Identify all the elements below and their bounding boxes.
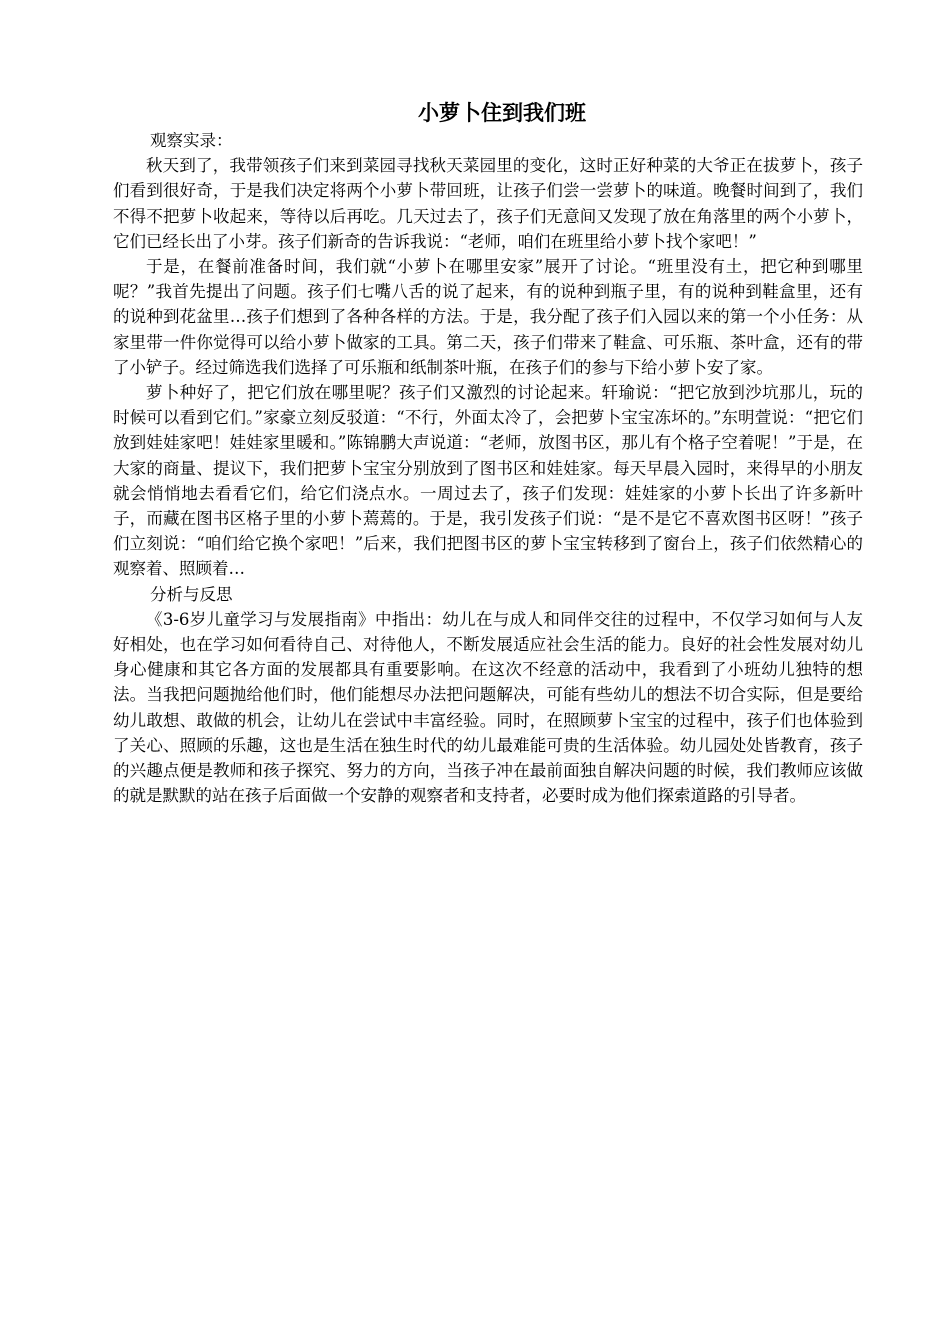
document-page [113,98,863,808]
section-heading-observation: 观察实录： [150,131,233,150]
paragraph-observation-2: 于是，在餐前准备时间，我们就“小萝卜在哪里安家”展开了讨论。“班里没有土，把它种到哪里呢？”我首先提出了问题。孩子们七嘴八舌的说了起来，有的说种到瓶子里，有的说种到鞋盒里，还有的说种到花盆里…孩子们想到了各种各样的方法。于是，我分配了孩子们入园以来的第一个小任务：从家里带一件你觉得可以给小萝卜做家的工具。第二天，孩子们带来了鞋盒、可乐瓶、茶叶盒，还有的带了小铲子。经过筛选我们选择了可乐瓶和纸制茶叶瓶，在孩子们的参与下给小萝卜安了家。 [113,257,863,377]
section-heading-reflection: 分析与反思 [150,584,233,604]
paragraph-observation-1: 秋天到了，我带领孩子们来到菜园寻找秋天菜园里的变化，这时正好种菜的大爷正在拔萝卜，孩子们看到很好奇，于是我们决定将两个小萝卜带回班，让孩子们尝一尝萝卜的味道。晚餐时间到了，我们不得不把萝卜收起来，等待以后再吃。几天过去了，孩子们无意间又发现了放在角落里的两个小萝卜，它们已经长出了小芽。孩子们新奇的告诉我说：“老师，咱们在班里给小萝卜找个家吧！” [113,156,863,251]
paragraph-observation-3: 萝卜种好了，把它们放在哪里呢？孩子们又激烈的讨论起来。轩瑜说：“把它放到沙坑那儿，玩的时候可以看到它们。”家豪立刻反驳道：“不行，外面太冷了，会把萝卜宝宝冻坏的。”东明萱说：“把它们放到娃娃家吧！娃娃家里暖和。”陈锦鹏大声说道：“老师，放图书区，那儿有个格子空着呢！”于是，在大家的商量、提议下，我们把萝卜宝宝分别放到了图书区和娃娃家。每天早晨入园时，来得早的小朋友就会悄悄地去看看它们，给它们浇点水。一周过去了，孩子们发现：娃娃家的小萝卜长出了许多新叶子，而藏在图书区格子里的小萝卜蔫蔫的。于是，我引发孩子们说：“是不是它不喜欢图书区呀！”孩子们立刻说：“咱们给它换个家吧！”后来，我们把图书区的萝卜宝宝转移到了窗台上，孩子们依然精心的观察着、照顾着… [113,383,863,579]
paragraph-reflection-1: 《3-6岁儿童学习与发展指南》中指出：幼儿在与成人和同伴交往的过程中，不仅学习如何与人友好相处，也在学习如何看待自己、对待他人，不断发展适应社会生活的能力。良好的社会性发展对幼儿身心健康和其它各方面的发展都具有重要影响。在这次不经意的活动中，我看到了小班幼儿独特的想法。当我把问题抛给他们时，他们能想尽办法把问题解决，可能有些幼儿的想法不切合实际，但是要给幼儿敢想、敢做的机会，让幼儿在尝试中丰富经验。同时，在照顾萝卜宝宝的过程中，孩子们也体验到了关心、照顾的乐趣，这也是生活在独生时代的幼儿最难能可贵的生活体验。幼儿园处处皆教育，孩子的兴趣点便是教师和孩子探究、努力的方向，当孩子冲在最前面独自解决问题的时候，我们教师应该做的就是默默的站在孩子后面做一个安静的观察者和支持者，必要时成为他们探索道路的引导者。 [113,609,863,806]
document-title: 小萝卜住到我们班 [418,101,586,125]
